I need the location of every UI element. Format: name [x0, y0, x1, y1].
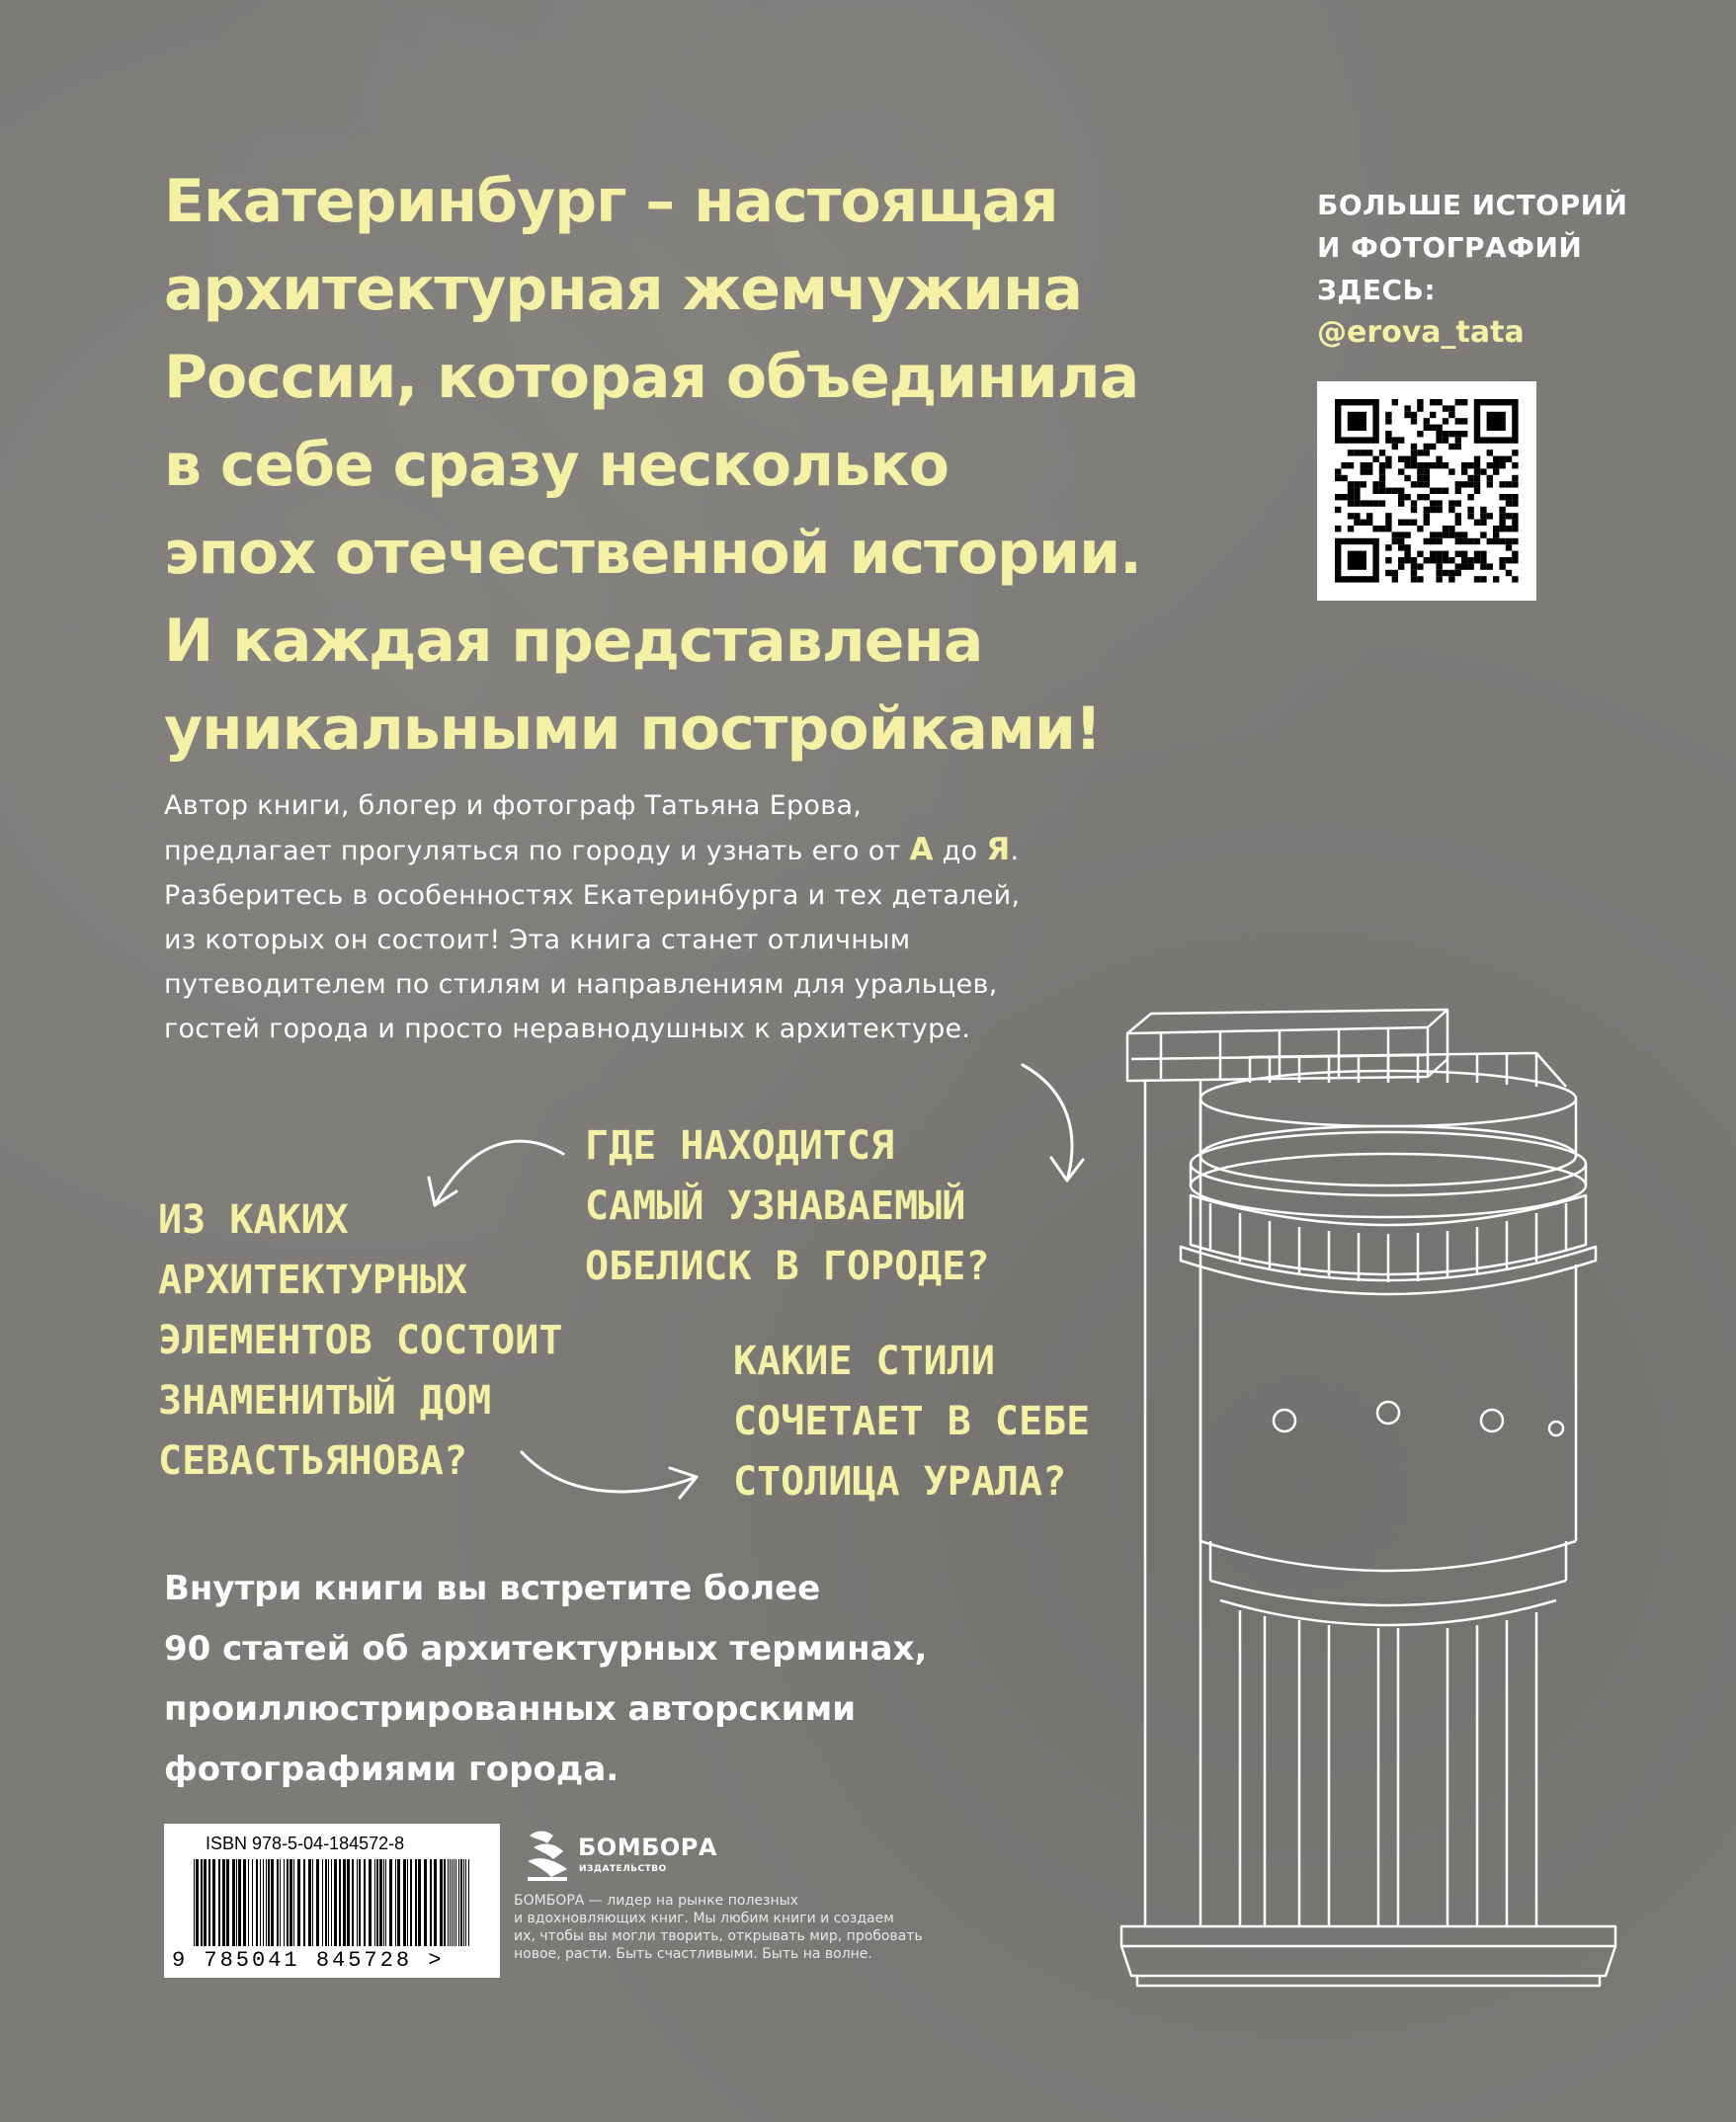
intro-line: Разберитесь в особенностях Екатеринбурга и тех деталей,: [164, 880, 1021, 911]
question-styles: [733, 1332, 1090, 1512]
headline-line: в себе сразу несколько: [164, 431, 949, 500]
intro-line: из которых он состоит! Эта книга станет отличным: [164, 925, 911, 955]
intro-line: гостей города и просто неравнодушных к архитектуре.: [164, 1014, 971, 1044]
qr-caption-line: ЗДЕСЬ:: [1317, 274, 1437, 306]
intro-paragraph: [164, 783, 1152, 1051]
question-line: СОЧЕТАЕТ В СЕБЕ: [733, 1399, 1091, 1444]
building-sketch-icon: [1102, 988, 1655, 2075]
question-line: ЭЛЕМЕНТОВ СОСТОИТ: [158, 1318, 563, 1363]
intro-text: предлагает прогуляться по городу и узнать его от: [164, 836, 910, 866]
inside-line: Внутри книги вы встретите более: [164, 1569, 821, 1608]
publisher-sub: ИЗДАТЕЛЬСТВО: [579, 1864, 667, 1874]
barcode: [164, 1824, 500, 1978]
intro-line: Автор книги, блогер и фотограф Татьяна Ерова,: [164, 790, 863, 821]
inside-summary: [164, 1559, 1053, 1800]
letter-ya: Я: [986, 832, 1011, 867]
inside-line: проиллюстрированных авторскими: [164, 1689, 857, 1729]
headline-line: Екатеринбург – настоящая: [164, 167, 1058, 236]
question-line: АРХИТЕКТУРНЫХ: [158, 1258, 468, 1303]
question-obelisk: [585, 1116, 989, 1297]
intro-line: путеводителем по стилям и направлениям для уральцев,: [164, 969, 998, 1000]
instagram-handle[interactable]: @erova_tata: [1317, 315, 1525, 350]
question-line: ЗНАМЕНИТЫЙ ДОМ: [158, 1378, 492, 1424]
question-line: ОБЕЛИСК В ГОРОДЕ?: [585, 1244, 990, 1289]
intro-text: до: [933, 836, 987, 866]
headline-line: уникальными постройками!: [164, 694, 1102, 764]
qr-code-graphic: [1317, 381, 1536, 601]
barcode-digits: 9 785041 845728 >: [172, 1948, 445, 1973]
publisher-text-line: новое, расти. Быть счастливыми. Быть на волне.: [514, 1946, 872, 1962]
publisher-text-line: и вдохновляющих книг. Мы любим книги и создаем: [514, 1911, 894, 1926]
qr-caption-line: БОЛЬШЕ ИСТОРИЙ: [1317, 189, 1628, 221]
headline-line: И каждая представлена: [164, 607, 983, 676]
question-line: ИЗ КАКИХ: [158, 1197, 349, 1243]
intro-line: [164, 828, 1152, 873]
question-line: САМЫЙ УЗНАВАЕМЫЙ: [585, 1183, 966, 1229]
publisher-text-line: их, чтобы вы могли творить, открывать мир, пробовать: [514, 1928, 923, 1944]
question-line: СЕВАСТЬЯНОВА?: [158, 1438, 468, 1484]
question-line: КАКИЕ СТИЛИ: [733, 1339, 995, 1384]
question-line: СТОЛИЦА УРАЛА?: [733, 1459, 1067, 1505]
curved-arrow-icon: [415, 1126, 573, 1235]
qr-code-icon[interactable]: [1317, 381, 1536, 601]
question-sevastyanov: [158, 1190, 562, 1492]
publisher-text-line: БОМБОРА — лидер на рынке полезных: [514, 1893, 798, 1909]
curved-arrow-icon: [514, 1423, 711, 1511]
inside-line: фотографиями города.: [164, 1750, 620, 1789]
bombora-logo-icon: [524, 1826, 573, 1883]
inside-line: 90 статей об архитектурных терминах,: [164, 1629, 928, 1669]
qr-caption: [1317, 184, 1627, 354]
publisher-name: БОМБОРА: [578, 1834, 717, 1861]
letter-a: А: [909, 832, 934, 867]
headline-line: России, которая объединила: [164, 343, 1139, 412]
question-line: ГДЕ НАХОДИТСЯ: [585, 1123, 895, 1169]
publisher-description: [514, 1892, 1028, 1963]
intro-text: .: [1010, 836, 1020, 866]
isbn-label: ISBN 978-5-04-184572-8: [206, 1834, 405, 1853]
barcode-icon: [194, 1859, 480, 1948]
headline-line: архитектурная жемчужина: [164, 255, 1083, 324]
qr-caption-line: И ФОТОГРАФИЙ: [1317, 231, 1583, 264]
headline: [164, 158, 1211, 774]
headline-line: эпох отечественной истории.: [164, 519, 1141, 588]
